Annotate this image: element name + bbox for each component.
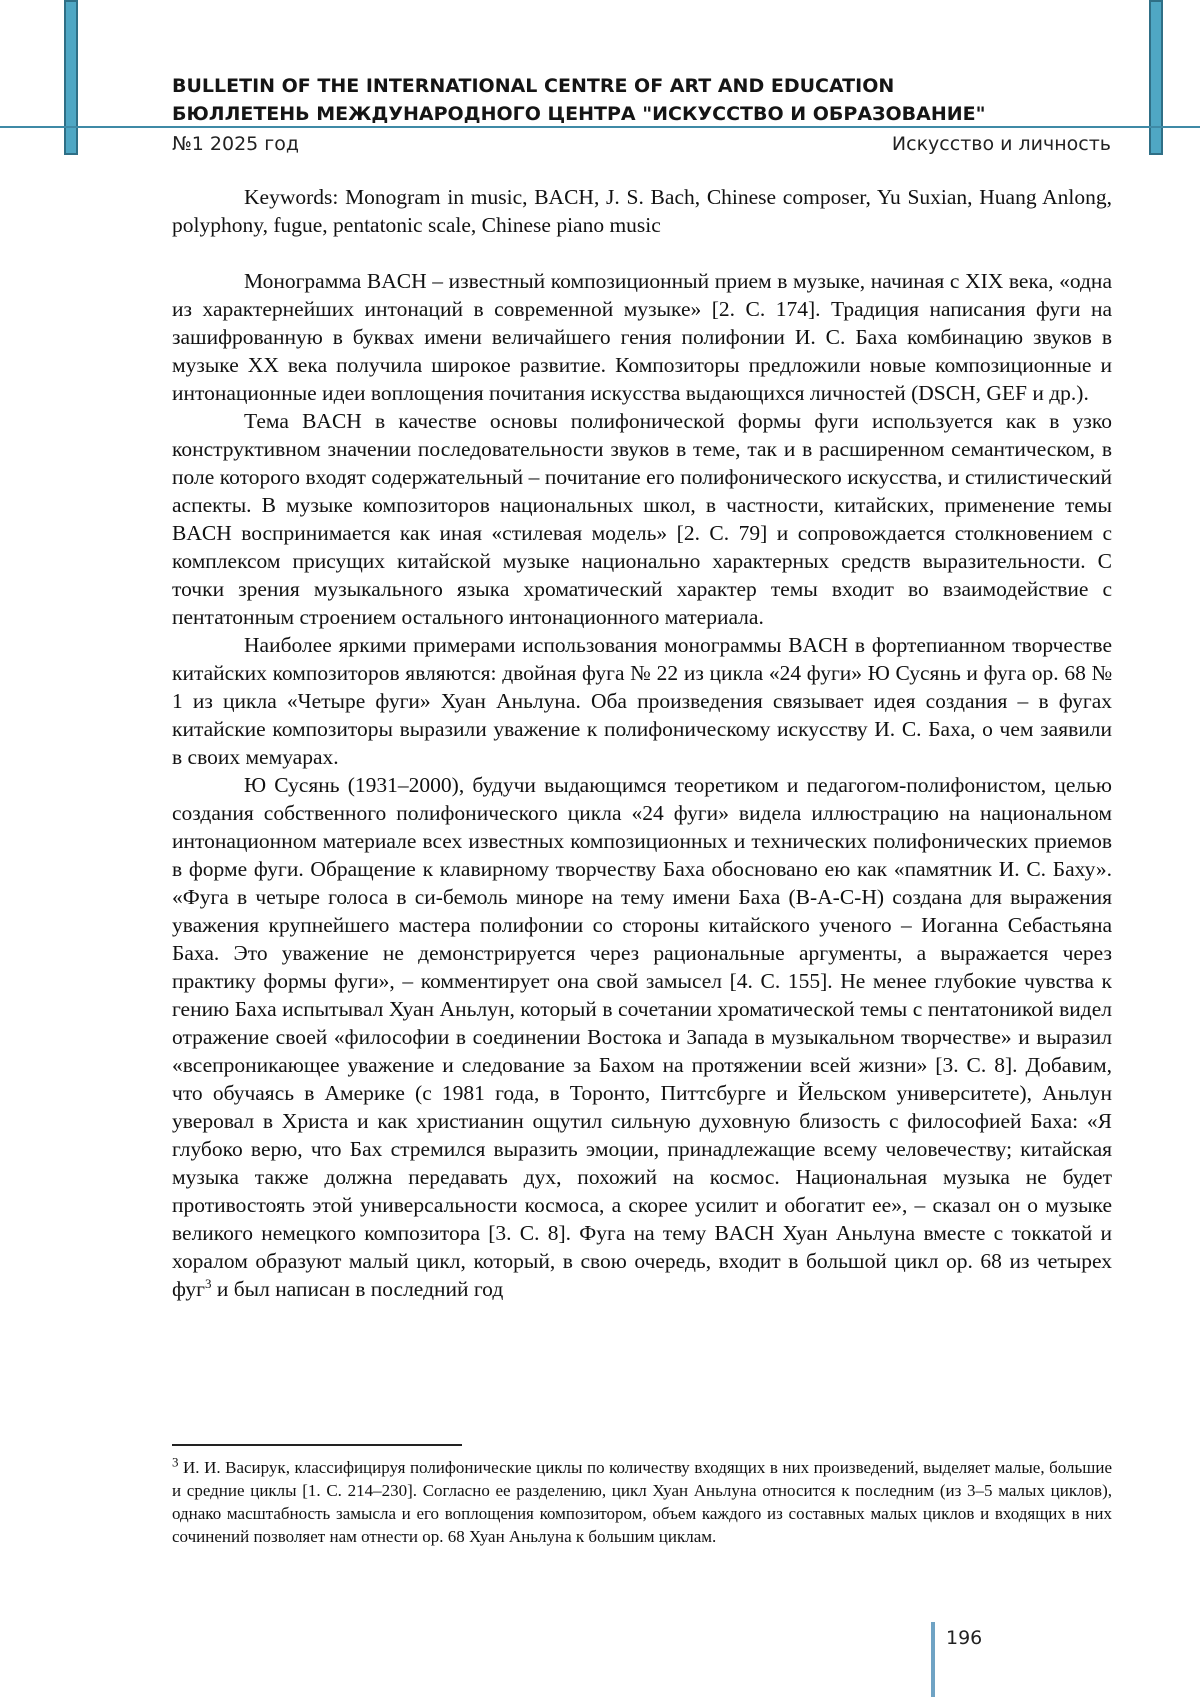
section-label: Искусство и личность	[891, 133, 1111, 155]
keywords-block	[172, 183, 1112, 239]
footnote-number: 3	[172, 1454, 179, 1470]
article-body	[172, 267, 1112, 1303]
paragraph-3: Наиболее яркими примерами использования монограммы BACH в фортепианном творчестве китайских композиторов являются: двойная фуга № 22 из цикла «24 фуги» Ю Сусянь и фуга op. 68 № 1 из цикла «Четыре фуги» Хуан Аньлуна. Оба произведения связывает идея создания – в фугах китайские композиторы выразили уважение к полифоническому искусству И. С. Баха, о чем заявили в своих мемуарах.	[172, 633, 1112, 769]
journal-title-en: BULLETIN OF THE INTERNATIONAL CENTRE OF ART AND EDUCATION	[172, 75, 895, 97]
paragraph-2: Тема BACH в качестве основы полифонической формы фуги используется как в узко конструктивном значении последовательности звуков в теме, так и в расширенном семантическом, в поле которого входят содержательный – почитание его полифонического искусства, и стилистический аспекты. В музыке композиторов национальных школ, в частности, китайских, применение темы BACH воспринимается как иная «стилевая модель» [2. С. 79] и сопровождается столкновением с комплексом присущих китайской музыке национально характерных средств выразительности. С точки зрения музыкального языка хроматический характер темы входит во взаимодействие с пентатонным строением остального интонационного материала.	[172, 409, 1112, 629]
page-number-bar	[931, 1622, 935, 1697]
paragraph-4-tail: и был написан в последний год	[211, 1277, 504, 1301]
header-divider	[0, 126, 1200, 128]
keywords-paragraph: Keywords: Monogram in music, BACH, J. S. Bach, Chinese composer, Yu Suxian, Huang Anlong, polyphony, fugue, pentatonic scale, Chinese piano music	[172, 185, 1112, 237]
paragraph-1: Монограмма BACH – известный композиционный прием в музыке, начиная с XIX века, «одна из характернейших интонаций в современной музыке» [2. С. 174]. Традиция написания фуги на зашифрованную в буквах имени величайшего гения полифонии И. С. Баха комбинацию звуков в музыке XX века получила широкое развитие. Композиторы предложили новые композиционные и интонационные идеи воплощения почитания искусства выдающихся личностей (DSCH, GEF и др.).	[172, 269, 1112, 405]
header-left-accent-bar	[64, 0, 78, 155]
journal-header	[172, 72, 1072, 128]
header-right-accent-bar	[1149, 0, 1163, 155]
footnote-reference[interactable]: 3	[204, 1275, 212, 1291]
footnote	[172, 1456, 1112, 1548]
footnote-text: И. И. Васирук, классифицируя полифонические циклы по количеству входящих в них произведений, выделяет малые, большие и средние циклы [1. С. 214–230]. Согласно ее разделению, цикл Хуан Аньлуна относится к последним (из 3–5 малых циклов), однако масштабность замысла и его воплощения композитором, объем каждого из составных малых циклов и входящих в них сочинений позволяет нам отнести op. 68 Хуан Аньлуна к большим циклам.	[172, 1458, 1112, 1546]
paragraph-4	[172, 771, 1112, 1303]
footnote-divider	[172, 1444, 462, 1446]
issue-label: №1 2025 год	[172, 133, 300, 155]
page-number: 196	[946, 1627, 983, 1649]
journal-title-ru: БЮЛЛЕТЕНЬ МЕЖДУНАРОДНОГО ЦЕНТРА "ИСКУССТВО И ОБРАЗОВАНИЕ"	[172, 103, 986, 125]
paragraph-4-text: Ю Сусянь (1931–2000), будучи выдающимся теоретиком и педагогом-полифонистом, целью создания собственного полифонического цикла «24 фуги» видела иллюстрацию на национальном интонационном материале всех известных композиционных и технических полифонических приемов в форме фуги. Обращение к клавирному творчеству Баха обосновано ею как «памятник И. С. Баху». «Фуга в четыре голоса в си-бемоль миноре на тему имени Баха (B-A-C-H) создана для выражения уважения крупнейшего мастера полифонии со стороны китайского ученого – Иоганна Себастьяна Баха. Это уважение не демонстрируется через рациональные аргументы, а выражается через практику формы фуги», – комментирует она свой замысел [4. С. 155]. Не менее глубокие чувства к гению Баха испытывал Хуан Аньлун, который в сочетании хроматической темы с пентатоникой видел отражение своей «философии в соединении Востока и Запада в музыкальном творчестве» и выразил «всепроникающее уважение и следование за Бахом на протяжении всей жизни» [3. С. 8]. Добавим, что обучаясь в Америке (с 1981 года, в Торонто, Питтсбурге и Йельском университете), Аньлун уверовал в Христа и как христианин ощутил сильную духовную близость с философией Баха: «Я глубоко верю, что Бах стремился выразить эмоции, принадлежащие всему человечеству; китайская музыка также должна передавать дух, похожий на космос. Национальная музыка не будет противостоять этой универсальности космоса, а скорее усилит и обогатит ее», – сказал он о музыке великого немецкого композитора [3. С. 8]. Фуга на тему BACH Хуан Аньлуна вместе с токкатой и хоралом образуют малый цикл, который, в свою очередь, входит в большой цикл op. 68 из четырех фуг	[172, 773, 1112, 1301]
